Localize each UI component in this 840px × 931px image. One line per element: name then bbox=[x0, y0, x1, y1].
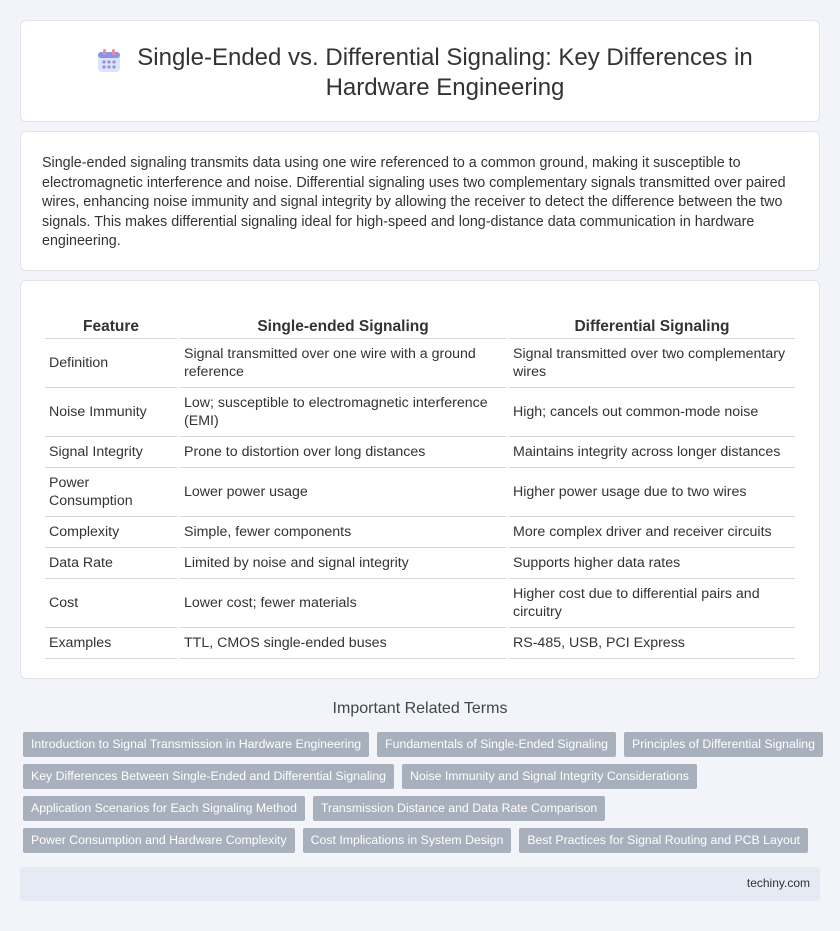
single-ended-cell: Limited by noise and signal integrity bbox=[180, 548, 506, 579]
single-ended-cell: Low; susceptible to electromagnetic interference (EMI) bbox=[180, 388, 506, 437]
title-card bbox=[20, 20, 820, 122]
table-row bbox=[45, 548, 795, 579]
table-row bbox=[45, 579, 795, 628]
related-term-tag[interactable]: Fundamentals of Single-Ended Signaling bbox=[377, 732, 616, 757]
comparison-table bbox=[42, 315, 798, 659]
calendar-icon bbox=[96, 48, 122, 74]
differential-cell: Signal transmitted over two complementary wires bbox=[509, 339, 795, 388]
differential-cell: Maintains integrity across longer distances bbox=[509, 437, 795, 468]
feature-cell: Examples bbox=[45, 628, 177, 659]
feature-cell: Complexity bbox=[45, 517, 177, 548]
table-row bbox=[45, 388, 795, 437]
differential-cell: High; cancels out common-mode noise bbox=[509, 388, 795, 437]
related-term-tag[interactable]: Application Scenarios for Each Signaling Method bbox=[23, 796, 305, 821]
related-term-tag[interactable]: Power Consumption and Hardware Complexity bbox=[23, 828, 295, 853]
related-term-tag[interactable]: Key Differences Between Single-Ended and Differential Signaling bbox=[23, 764, 394, 789]
table-row bbox=[45, 628, 795, 659]
title-wrap bbox=[21, 43, 819, 103]
header-feature: Feature bbox=[45, 315, 177, 339]
related-term-tag[interactable]: Principles of Differential Signaling bbox=[624, 732, 823, 757]
related-term-tag[interactable]: Best Practices for Signal Routing and PCB Layout bbox=[519, 828, 808, 853]
tag-row bbox=[23, 732, 813, 757]
related-term-tag[interactable]: Introduction to Signal Transmission in Hardware Engineering bbox=[23, 732, 369, 757]
single-ended-cell: TTL, CMOS single-ended buses bbox=[180, 628, 506, 659]
page-title: Single-Ended vs. Differential Signaling: Key Differences in Hardware Engineering bbox=[137, 44, 753, 101]
table-row bbox=[45, 437, 795, 468]
related-terms-list bbox=[23, 732, 813, 860]
tag-row bbox=[23, 764, 813, 789]
differential-cell: Higher power usage due to two wires bbox=[509, 468, 795, 517]
tag-row bbox=[23, 828, 813, 853]
differential-cell: Supports higher data rates bbox=[509, 548, 795, 579]
feature-cell: Power Consumption bbox=[45, 468, 177, 517]
single-ended-cell: Simple, fewer components bbox=[180, 517, 506, 548]
related-term-tag[interactable]: Transmission Distance and Data Rate Comparison bbox=[313, 796, 605, 821]
single-ended-cell: Signal transmitted over one wire with a ground reference bbox=[180, 339, 506, 388]
feature-cell: Signal Integrity bbox=[45, 437, 177, 468]
single-ended-cell: Lower power usage bbox=[180, 468, 506, 517]
header-single-ended: Single-ended Signaling bbox=[180, 315, 506, 339]
header-differential: Differential Signaling bbox=[509, 315, 795, 339]
feature-cell: Definition bbox=[45, 339, 177, 388]
feature-cell: Noise Immunity bbox=[45, 388, 177, 437]
differential-cell: RS-485, USB, PCI Express bbox=[509, 628, 795, 659]
footer bbox=[20, 867, 820, 901]
table-row bbox=[45, 517, 795, 548]
footer-site-link[interactable]: techiny.com bbox=[746, 876, 810, 890]
intro-paragraph: Single-ended signaling transmits data using one wire referenced to a common ground, making it susceptible to electromagnetic interference and noise. Differential signaling uses two complementary signals transmitted over paired wires, enhancing noise immunity and signal integrity by allowing the receiver to detect the difference between the two signals. This makes differential signaling ideal for high-speed and long-distance data communication in hardware engineering. bbox=[42, 155, 786, 249]
comparison-card bbox=[20, 280, 820, 679]
intro-card bbox=[20, 131, 820, 271]
single-ended-cell: Lower cost; fewer materials bbox=[180, 579, 506, 628]
differential-cell: More complex driver and receiver circuits bbox=[509, 517, 795, 548]
table-header-row bbox=[45, 315, 795, 339]
related-term-tag[interactable]: Cost Implications in System Design bbox=[303, 828, 512, 853]
single-ended-cell: Prone to distortion over long distances bbox=[180, 437, 506, 468]
related-terms-heading: Important Related Terms bbox=[332, 700, 508, 717]
feature-cell: Cost bbox=[45, 579, 177, 628]
table-row bbox=[45, 339, 795, 388]
feature-cell: Data Rate bbox=[45, 548, 177, 579]
differential-cell: Higher cost due to differential pairs and circuitry bbox=[509, 579, 795, 628]
table-row bbox=[45, 468, 795, 517]
tag-row bbox=[23, 796, 813, 821]
related-term-tag[interactable]: Noise Immunity and Signal Integrity Considerations bbox=[402, 764, 697, 789]
